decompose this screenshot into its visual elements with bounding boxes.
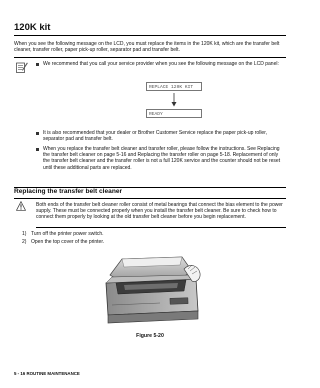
page-title: 120K kit [14, 22, 51, 33]
step-2 [22, 239, 286, 245]
figure-caption: Figure 5-20 [136, 333, 164, 339]
note-bullet-2 [36, 130, 282, 142]
note-box [14, 57, 286, 188]
step-text: Turn off the printer power switch. [31, 231, 104, 237]
section-rule [14, 198, 286, 199]
note-bullet-1 [36, 61, 282, 67]
step-1 [22, 231, 286, 237]
note-bullet-3 [36, 146, 282, 171]
lcd-display-ready: READY [146, 109, 202, 118]
section-heading: Replacing the transfer belt cleaner [14, 188, 123, 195]
down-arrow-icon [171, 93, 177, 107]
title-rule [14, 35, 286, 36]
bullet-marker [36, 63, 39, 66]
step-number: 2) [22, 239, 27, 245]
bullet-marker [36, 148, 39, 151]
step-number: 1) [22, 231, 27, 237]
note-bullet-text: We recommend that you call your service provider when you see the following message on the LCD panel: [43, 61, 279, 67]
printer-illustration [100, 253, 204, 329]
caution-exclamation-icon [16, 201, 26, 211]
lcd-display-replace: REPLACE 120K KIT [146, 82, 202, 91]
note-bullet-text: It is also recommended that your dealer or Brother Customer Service replace the paper pick-up roller, separator pad and transfer belt. [43, 130, 267, 143]
step-text: Open the top cover of the printer. [31, 239, 105, 245]
caution-rule [36, 227, 286, 228]
page-footer: 5 - 16 ROUTINE MAINTENANCE [14, 371, 80, 376]
bullet-marker [36, 132, 39, 135]
note-pencil-icon [16, 61, 28, 73]
caution-text: Both ends of the transfer belt cleaner roller consist of metal bearings that connect the bias element to the power supply. These must be connected properly when you install the transfer belt cleaner. Be sure to check how to connect them properly by looking at the old transfer belt cleaner before you begin replacement. [36, 202, 283, 221]
intro-paragraph: When you see the following message on the LCD, you must replace the items in the 120K kit, which are the transfer belt cleaner, transfer roller, paper pick-up roller, separator pad and transfer belt. [14, 41, 280, 54]
note-bullet-text: When you replace the transfer belt cleaner and transfer roller, please follow the instructions. See Replacing the transfer belt cleaner on page 5-16 and Replacing the transfer roller on page 5-18. Replacement of only the transfer belt cleaner and the transfer roller is not a full 120K service and the counter should not be reset until these additional parts are replaced. [43, 146, 281, 171]
